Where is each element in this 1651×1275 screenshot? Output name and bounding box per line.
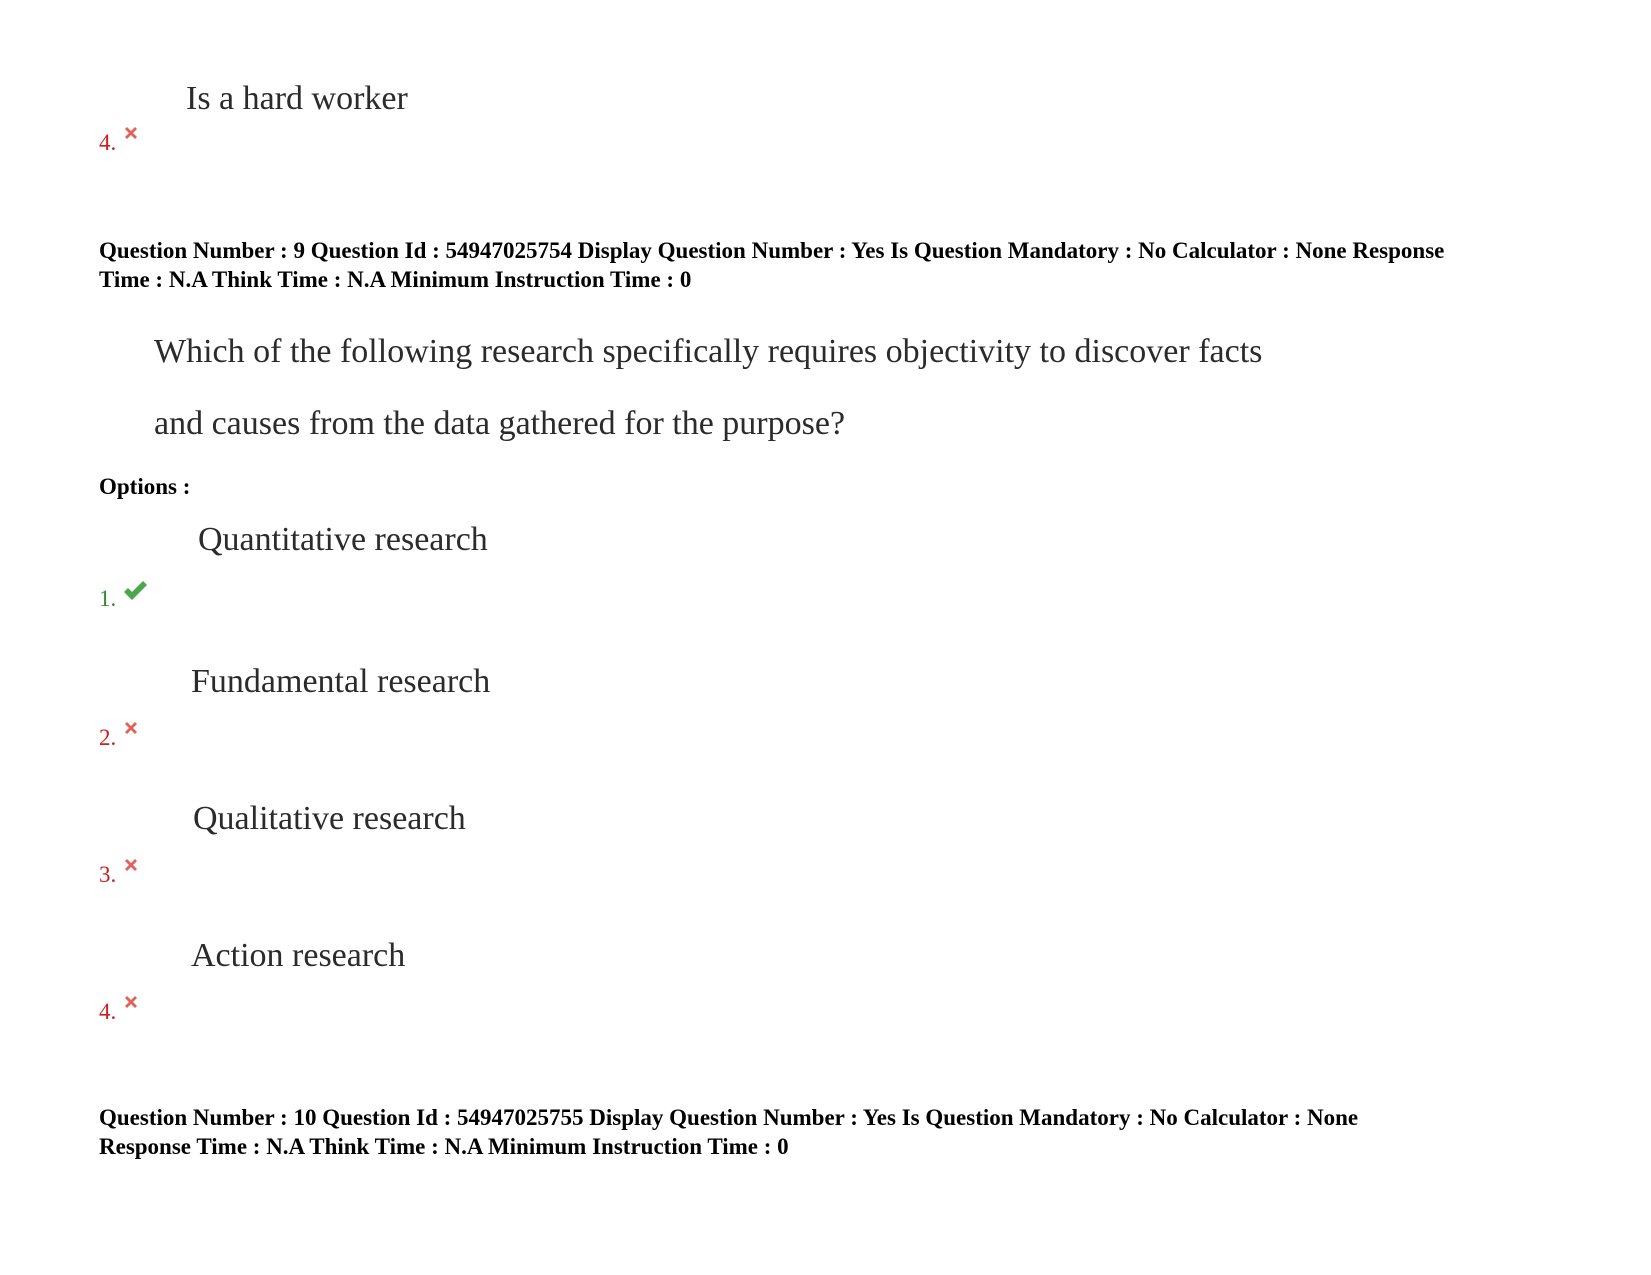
question-10-meta-line-2: Response Time : N.A Think Time : N.A Minimum Instruction Time : 0 — [99, 1134, 789, 1159]
option-number: 4. — [99, 999, 117, 1024]
cross-icon — [122, 993, 140, 1011]
option-4-text: Action research — [191, 937, 406, 974]
check-icon — [122, 580, 148, 602]
question-10-metadata — [99, 1103, 1599, 1161]
option-number: 1. — [99, 586, 117, 611]
option-3-text: Qualitative research — [193, 800, 466, 837]
question-10-meta-line-1: Question Number : 10 Question Id : 54947025755 Display Question Number : Yes Is Question Mandatory : No Calculator : None — [99, 1105, 1359, 1130]
question-9-metadata — [99, 236, 1599, 294]
question-9-text-line-1: Which of the following research specifically requires objectivity to discover facts — [154, 333, 1263, 370]
option-4-marker — [99, 999, 140, 1025]
cross-icon — [122, 719, 140, 737]
option-1-marker — [99, 586, 148, 612]
option-number: 3. — [99, 862, 117, 887]
question-9-text-line-2: and causes from the data gathered for the purpose? — [154, 405, 846, 442]
option-1-text: Quantitative research — [198, 521, 488, 558]
question-9-text — [154, 316, 1262, 460]
prev-option-4-text: Is a hard worker — [186, 80, 408, 117]
option-2-text: Fundamental research — [191, 663, 491, 700]
cross-icon — [122, 856, 140, 874]
question-9-meta-line-2: Time : N.A Think Time : N.A Minimum Instruction Time : 0 — [99, 267, 692, 292]
option-2-marker — [99, 725, 140, 751]
options-label: Options : — [99, 474, 191, 499]
prev-option-4-marker — [99, 130, 140, 156]
question-9-meta-line-1: Question Number : 9 Question Id : 54947025754 Display Question Number : Yes Is Question Mandatory : No Calculator : None Response — [99, 238, 1445, 263]
option-number: 4. — [99, 130, 117, 155]
option-number: 2. — [99, 725, 117, 750]
option-3-marker — [99, 862, 140, 888]
cross-icon — [122, 124, 140, 142]
